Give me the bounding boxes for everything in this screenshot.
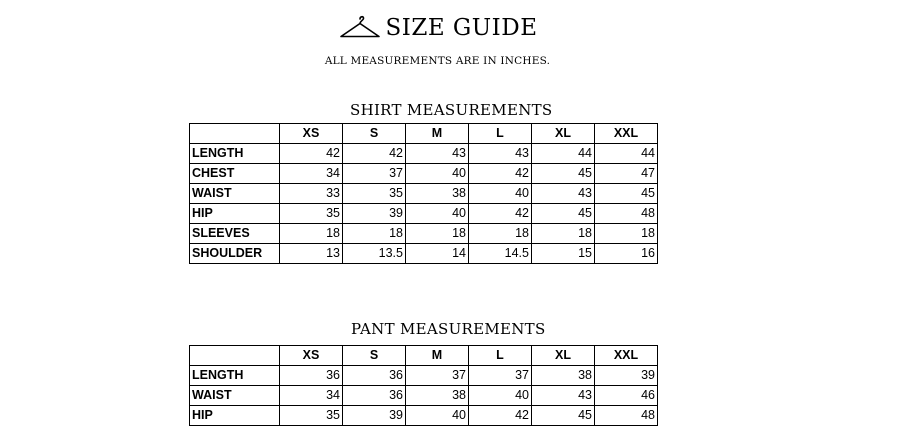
table-cell: 13 [280,244,343,264]
table-cell: 44 [595,144,658,164]
table-header-row [190,346,658,366]
table-cell: 18 [343,224,406,244]
pant-section-title: PANT MEASUREMENTS [351,320,546,338]
row-label: LENGTH [190,366,280,386]
table-row [190,184,658,204]
table-cell: 18 [406,224,469,244]
table-cell: 42 [343,144,406,164]
table-cell: 36 [280,366,343,386]
table-row [190,144,658,164]
row-label: CHEST [190,164,280,184]
row-label: LENGTH [190,144,280,164]
table-cell: 16 [595,244,658,264]
table-cell: 40 [469,386,532,406]
table-cell: 47 [595,164,658,184]
table-cell: 43 [406,144,469,164]
table-cell: 38 [406,184,469,204]
table-cell: 18 [532,224,595,244]
table-row [190,204,658,224]
table-cell: 39 [595,366,658,386]
table-cell: 43 [532,184,595,204]
title-row [338,12,538,44]
header-corner-cell [190,346,280,366]
table-cell: 40 [469,184,532,204]
table-cell: 42 [469,164,532,184]
table-cell: 33 [280,184,343,204]
table-cell: 40 [406,164,469,184]
table-cell: 43 [532,386,595,406]
table-row [190,164,658,184]
table-cell: 45 [532,164,595,184]
column-header: XL [532,124,595,144]
table-row [190,366,658,386]
row-label: WAIST [190,184,280,204]
table-cell: 38 [406,386,469,406]
table-cell: 38 [532,366,595,386]
table-cell: 46 [595,386,658,406]
table-cell: 39 [343,406,406,426]
table-cell: 13.5 [343,244,406,264]
table-cell: 37 [469,366,532,386]
table-cell: 40 [406,406,469,426]
table-cell: 42 [469,204,532,224]
table-cell: 37 [406,366,469,386]
row-label: HIP [190,204,280,224]
page-title: SIZE GUIDE [385,15,538,41]
hanger-icon [338,15,382,41]
table-cell: 35 [280,204,343,224]
table-cell: 40 [406,204,469,224]
table-cell: 14 [406,244,469,264]
column-header: M [406,346,469,366]
table-cell: 34 [280,164,343,184]
table-cell: 42 [280,144,343,164]
table-cell: 18 [595,224,658,244]
table-cell: 36 [343,386,406,406]
table-row [190,224,658,244]
table-cell: 48 [595,204,658,224]
table-cell: 39 [343,204,406,224]
table-cell: 15 [532,244,595,264]
table-cell: 35 [343,184,406,204]
row-label: WAIST [190,386,280,406]
shirt-section-title: SHIRT MEASUREMENTS [350,101,553,119]
page-header [0,12,875,67]
column-header: S [343,346,406,366]
column-header: XS [280,124,343,144]
table-cell: 35 [280,406,343,426]
row-label: SHOULDER [190,244,280,264]
table-cell: 45 [595,184,658,204]
row-label: SLEEVES [190,224,280,244]
column-header: XS [280,346,343,366]
table-cell: 18 [280,224,343,244]
table-cell: 45 [532,204,595,224]
page-subtitle: ALL MEASUREMENTS ARE IN INCHES. [324,55,551,67]
table-cell: 36 [343,366,406,386]
table-cell: 45 [532,406,595,426]
row-label: HIP [190,406,280,426]
column-header: XXL [595,346,658,366]
table-cell: 18 [469,224,532,244]
table-row [190,406,658,426]
table-cell: 14.5 [469,244,532,264]
column-header: M [406,124,469,144]
table-cell: 34 [280,386,343,406]
table-row [190,386,658,406]
column-header: XXL [595,124,658,144]
table-cell: 43 [469,144,532,164]
column-header: L [469,124,532,144]
pant-measurements-table [189,345,658,426]
column-header: L [469,346,532,366]
shirt-measurements-table [189,123,658,264]
table-header-row [190,124,658,144]
table-cell: 37 [343,164,406,184]
table-cell: 42 [469,406,532,426]
table-cell: 48 [595,406,658,426]
header-corner-cell [190,124,280,144]
column-header: XL [532,346,595,366]
table-row [190,244,658,264]
column-header: S [343,124,406,144]
table-cell: 44 [532,144,595,164]
